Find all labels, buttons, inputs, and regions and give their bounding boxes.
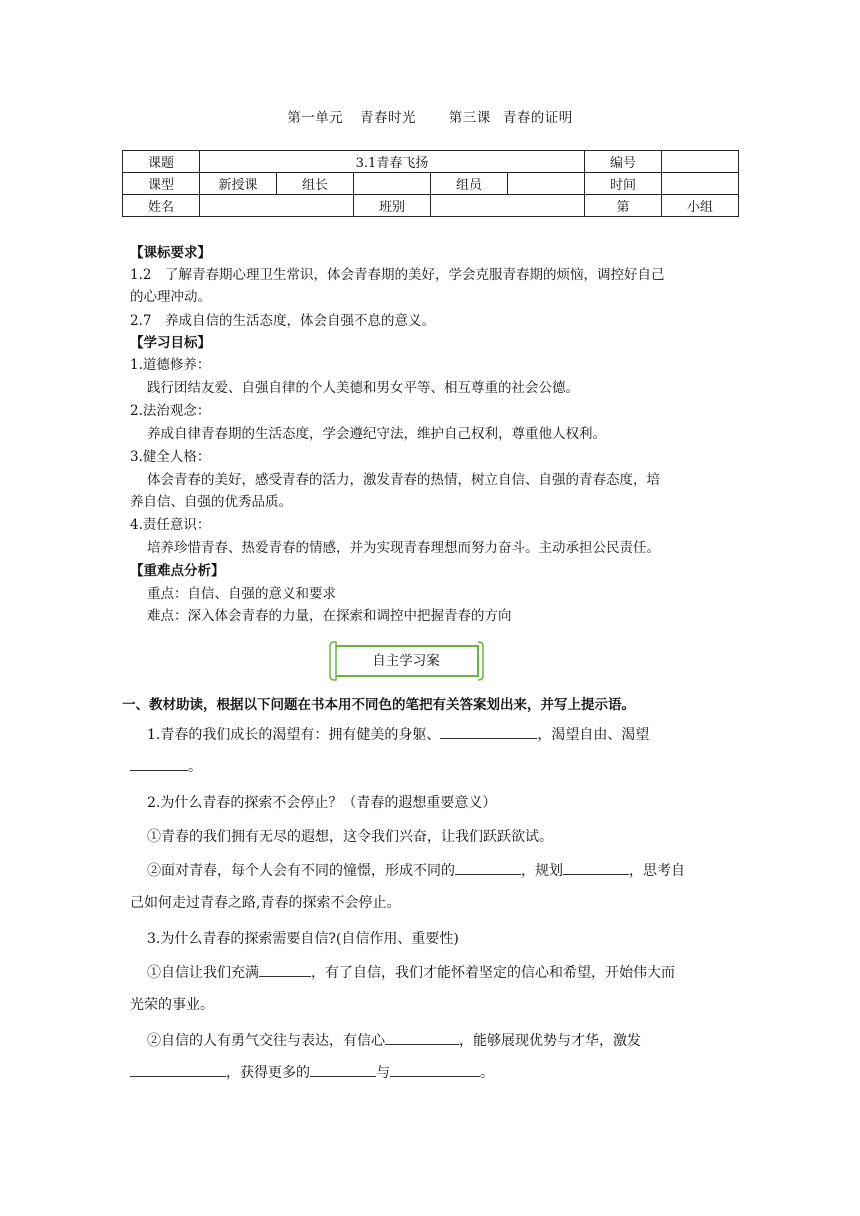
answer-blank[interactable] xyxy=(440,724,537,739)
goal-text: 培养珍惜青春、热爱青春的情感，并为实现青春理想而努力奋斗。主动承担公民责任。 xyxy=(147,540,660,556)
table-cell-blank[interactable] xyxy=(508,173,585,195)
question-3-point-cont: 光荣的事业。 xyxy=(130,997,214,1013)
keypoints-heading: 【重难点分析】 xyxy=(130,563,225,579)
table-cell: 姓名 xyxy=(123,195,200,217)
goal-text-cont: 养自信、自强的优秀品质。 xyxy=(130,494,292,510)
question-3: 3.为什么青春的探索需要自信?(自信作用、重要性) xyxy=(147,931,459,947)
key-point: 重点：自信、自强的意义和要求 xyxy=(147,586,336,602)
table-cell: 新授课 xyxy=(200,173,277,195)
question-2-point-cont: 己如何走过青春之路,青春的探索不会停止。 xyxy=(130,895,401,911)
table-cell: 班别 xyxy=(354,195,431,217)
answer-blank[interactable] xyxy=(259,962,311,977)
goals-heading: 【学习目标】 xyxy=(130,335,211,351)
goal-title: 4.责任意识： xyxy=(130,517,211,533)
table-cell-blank[interactable] xyxy=(662,173,739,195)
goal-text: 体会青春的美好，感受青春的活力，激发青春的热情，树立自信、自强的青春态度，培 xyxy=(147,472,660,488)
question-2-point: ②面对青春，每个人会有不同的憧憬，形成不同的 ，规划 ，思考自 xyxy=(130,860,753,882)
table-cell: 课型 xyxy=(123,173,200,195)
table-cell-topic: 3.1青春飞扬 xyxy=(200,151,585,173)
table-cell: 课题 xyxy=(123,151,200,173)
answer-blank[interactable] xyxy=(385,1030,459,1045)
table-cell-blank[interactable] xyxy=(200,195,354,217)
standards-heading: 【课标要求】 xyxy=(130,245,211,261)
lesson-name: 青春的证明 xyxy=(502,110,573,126)
answer-blank[interactable] xyxy=(563,860,629,875)
info-table xyxy=(122,150,739,217)
banner-scroll xyxy=(328,640,484,678)
question-3-point-cont: ，获得更多的 与 。 xyxy=(130,1062,736,1084)
question-1-cont: 。 xyxy=(130,756,736,778)
table-row xyxy=(123,195,739,217)
question-3-point: ②自信的人有勇气交往与表达，有信心 ，能够展现优势与才华，激发 xyxy=(130,1030,753,1052)
answer-blank[interactable] xyxy=(130,756,188,771)
question-1: 1.青春的我们成长的渴望有：拥有健美的身躯、 ，渴望自由、渴望 xyxy=(130,724,753,746)
unit-label: 第一单元 xyxy=(287,110,344,126)
page-title xyxy=(0,106,860,126)
section-heading: 一、教材助读，根据以下问题在书本用不同色的笔把有关答案划出来，并写上提示语。 xyxy=(122,697,635,713)
table-cell-blank[interactable] xyxy=(354,173,431,195)
answer-blank[interactable] xyxy=(390,1062,480,1077)
standard-item: 2.7 养成自信的生活态度，体会自强不息的意义。 xyxy=(130,313,435,329)
banner-title: 自主学习案 xyxy=(372,653,440,669)
answer-blank[interactable] xyxy=(455,860,521,875)
goal-text: 践行团结友爱、自强自律的个人美德和男女平等、相互尊重的社会公德。 xyxy=(147,380,579,396)
question-2-point: ①青春的我们拥有无尽的遐想，这令我们兴奋，让我们跃跃欲试。 xyxy=(147,829,553,845)
table-cell: 第 xyxy=(585,195,662,217)
goal-title: 1.道德修养： xyxy=(130,357,211,373)
table-cell: 编号 xyxy=(585,151,662,173)
table-cell-blank[interactable] xyxy=(431,195,585,217)
standard-item-cont: 的心理冲动。 xyxy=(130,289,211,305)
table-cell: 组员 xyxy=(431,173,508,195)
answer-blank[interactable] xyxy=(130,1062,226,1077)
hard-point: 难点：深入体会青春的力量，在探索和调控中把握青春的方向 xyxy=(147,608,512,624)
goal-title: 2.法治观念： xyxy=(130,403,211,419)
question-3-point: ①自信让我们充满 ，有了自信，我们才能怀着坚定的信心和希望，开始伟大而 xyxy=(130,962,753,984)
goal-title: 3.健全人格： xyxy=(130,449,211,465)
table-cell: 组长 xyxy=(277,173,354,195)
question-2: 2.为什么青春的探索不会停止？（青春的遐想重要意义） xyxy=(147,795,497,811)
answer-blank[interactable] xyxy=(310,1062,376,1077)
table-row xyxy=(123,173,739,195)
lesson-label: 第三课 xyxy=(448,110,491,126)
unit-name: 青春时光 xyxy=(360,110,416,126)
table-cell: 小组 xyxy=(662,195,739,217)
table-cell-blank[interactable] xyxy=(662,151,739,173)
table-row xyxy=(123,151,739,173)
table-cell: 时间 xyxy=(585,173,662,195)
standard-item: 1.2 了解青春期心理卫生常识，体会青春期的美好，学会克服青春期的烦恼，调控好自己 xyxy=(130,267,665,283)
goal-text: 养成自律青春期的生活态度，学会遵纪守法，维护自己权利，尊重他人权利。 xyxy=(147,426,606,442)
